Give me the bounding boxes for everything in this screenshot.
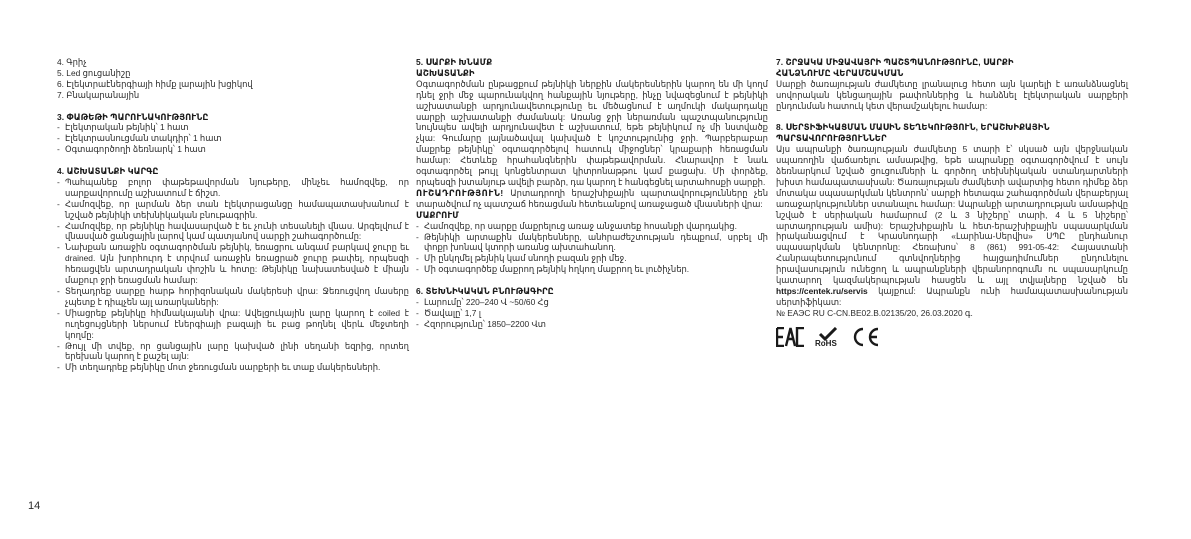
cleaning-title: ՄԱՔՐՈՒՄ — [416, 209, 459, 220]
usage-section-title: 4. ԱՇԽԱՏԱՆՔԻ ԿԱՐԳԸ — [57, 166, 159, 177]
spec-item: - Հզորությունը՝ 1850–2200 Վտ — [416, 318, 546, 329]
ce-mark-icon — [850, 327, 880, 347]
usage-item: - Մի տեղադրեք թեյնիկը մոտ ջեռուցման սարքերի եւ տաք մակերեսների. — [57, 362, 381, 373]
care-body: Օգտագործման ընթացքում թեյնիկի ներքին մակերեսներին կարող են մի կողմ դնել ջրի մեջ պարունակվող հանքային նյութերը, ինչը նվազեցնում է թեյնիկի աշխատանքի արդյունավետությունը եւ մեծացնում է աղմուկի մակարդակը սարքի աշխատանքի ժամանակ: Առանց ջրի ներառման պաշտպանությունը նույնպես ավելի արդյունավետ է աշխատում, եթե թեյնիկում ոչ մի նստվածք չկա: Գումարը լայնածավալ կախված է կոշտությունից ջրի. Պարբերաբար մաքրեք թեյնիկը՝ օգտագործելով հատուկ միջոցներ՝ կրաքարի հեռացման համար: Հետևեք հրահանգներին փաթեթավորման. Հնարավոր է նաև օգտագործել թույլ կոնցենտրատ կիտրոնաթթու կամ քացախ. Մի փորձեք, որպեսզի խտանյութ ավելի բարձր, դա կարող է հանգեցնել արտահոսքի սարքի. — [416, 78, 768, 187]
service-link[interactable]: https://centek.ru/servis — [776, 286, 868, 297]
parts-list-tail — [57, 57, 409, 101]
column-right — [776, 57, 1128, 347]
spec-item: - Ծավալը՝ 1,7 լ — [416, 307, 481, 318]
cleaning-item: - Մի օգտագործեք մաքրող թեյնիկ հղկող մաքրող եւ լուծիչներ. — [416, 264, 690, 275]
svg-text:RoHS: RoHS — [815, 338, 837, 347]
rohs-mark-icon — [814, 327, 842, 347]
cleaning-item: - Մի ընկղմել թեյնիկ կամ սնողի բազան ջրի մեջ. — [416, 253, 627, 264]
certificate-number: № ЕАЭС RU С-CN.ВЕ02.В.02135/20, 26.03.2020 գ. — [776, 307, 973, 318]
environment-body: Սարքի ծառայության ժամկետը լրանալուց հետո այն կարելի է առանձնացնել սովորական կենցաղային թափոններից և հանձնել էլեկտրական սարքերի ընդունման հատուկ կետ վերամշակելու համար: — [776, 78, 1128, 111]
package-list — [57, 122, 409, 155]
care-section-subtitle: ԱՇԽԱՏԱՆՔԻ — [416, 67, 475, 78]
certification-body: Այս ապրանքի ծառայության ժամկետը 5 տարի է՝ սկսած այն վերջնական սպառողին վաճառելու ամսաթվից, եթե ապրանքը օգտագործվում է սույն ձեռնարկում նշված ցուցումների և գործող տեխնիկական ստանդարտների խիստ համապատասխան: Ծառայության ժամկետի ավարտից հետո դիմեք ձեր մոտակա սպասարկման կենտրոն՝ սարքի հետագա շահագործման վերաբերյալ առաջարկություններ ստանալու համար: Ապրանքի արտադրության ամսաթիվը նշված է սերիական համարում (2 և 3 նիշերը՝ տարի, 4 և 5 նիշերը՝ արտադրության ամիս): Երաշխիքային և հետ-երաշխիքային սպասարկման իրականացվում է Կրասնոդարի «Լարինա-Սերվիս» ՍՊԸ ընդհանուր սպասարկման կենտրոնը: Հեռախոս՝ 8 (861) 991-05-42: Հայաստանի Հանրապետությունում գտնվողներից հայցադիմումներ ընդունելու իրավասություն ունեցող և ապրանքների վերանորոգումն ու սպասարկումը կատարող կազմակերպության հասցեն և այլ տվյալները նշված են https://centek.ru/servis կայքում: Ապրանքն ունի համապատասխանության սերտիֆիկատ: — [776, 144, 1128, 307]
environment-section-title-cont: ՀԱՆՁՆՈՒՄԸ ՎԵՐԱՄՇԱԿՄԱՆ — [776, 67, 904, 78]
cleaning-item: - Թեյնիկի արտաքին մակերեսները, անհրաժեշտության դեպքում, սրբել մի փոքր խոնավ կտորի առանց ախտահանող. — [416, 231, 768, 253]
parts-item: 6. Էլեկտրաէներգիայի հիմք լարային խցիկով — [57, 78, 253, 89]
package-item: - Էլեկտրական թեյնիկ՝ 1 հատ — [57, 122, 189, 133]
cleaning-item: - Համոզվեք, որ սարքը մաքրելուց առաջ անջատեք հոսանքի վարդակից. — [416, 220, 737, 231]
parts-item: 4. Գրիչ — [57, 57, 87, 67]
usage-item: - Նախքան առաջին օգտագործման թեյնիկ, եռացրու անգամ բարկավ ջուրը եւ drained. Այն խորհուրդ է տրվում առաջին եռացրած ջուրը թափել, որպեսզի հեռացվեն արտադրական փոշին և հոտը: Թեյնիկը նախատեսված է միայն մաքուր ջրի եռացման համար: — [57, 242, 409, 286]
certification-section-title: 8. ՍԵՐՏԻՖԻԿԱՑՄԱՆ ՄԱՍԻՆ ՏԵՂԵԿՈՒԹՅՈՒՆ, ԵՐԱՇԽԻՔԱՅԻՆ — [776, 122, 1050, 133]
warning-body: Արտադրողի երաշխիքային պարտավորությունները չեն տարածվում ոչ պատշաճ հեռացման հետեւանքով առաջացած վնասների վրա: — [416, 187, 769, 209]
package-section-title: 3. ՓԱԹԵԹԻ ՊԱՐՈՒՆԱԿՈՒԹՅՈՒՆԸ — [57, 111, 209, 122]
warning-title: ՈՒՇԱԴՐՈՒԹՅՈՒՆ! — [416, 187, 504, 198]
usage-item: - Համոզվեք, որ լարման ձեր տան էլեկտրացանցը համապատասխանում է նշված թեյնիկի տեխնիկական բնութագրին. — [57, 198, 409, 220]
care-section-title: 5. ՍԱՐՔԻ ԽՆԱՄՔ — [416, 57, 493, 67]
page-number: 14 — [28, 500, 41, 512]
usage-item: - Համոզվեք, որ թեյնիկը հավասարված է եւ չունի տեսանելի վնաս. Արգելվում է վնասված ցանցային լարով կամ պատյանով սարքի շահագործումը: — [57, 220, 409, 242]
parts-item: 7. Բնակարանային — [57, 89, 140, 100]
certification-marks — [776, 327, 1128, 347]
usage-list — [57, 177, 409, 373]
package-item: - Էլեկտրասնուցման տակդիր՝ 1 հատ — [57, 133, 222, 144]
eac-mark-icon — [776, 327, 806, 347]
usage-item: - Թույլ մի տվեք, որ ցանցային լարը կախված լինի սեղանի եզրից, որտեղ երեխան կարող է քաշել այն: — [57, 340, 409, 362]
spec-list — [416, 297, 768, 330]
environment-section-title: 7. ՇՐՋԱԿԱ ՄԻՋԱՎԱՅՐԻ ՊԱՇՏՊԱՆՈՒԹՅՈՒՆԸ, ՍԱՐՔԻ — [776, 57, 1014, 67]
column-left — [57, 57, 409, 373]
usage-item: - Միացրեք թեյնիկը հիմնակայանի վրա: Ավելցուկային լարը կարող է coiled է ուղեցույցների ներսում էներգիայի բազայի եւ բաց թողնել վերև մեջտեղի կողմը: — [57, 307, 409, 340]
column-middle — [416, 57, 768, 330]
warning-paragraph — [416, 188, 768, 210]
usage-item: - Տեղադրեք սարքը հարթ հորիզոնական մակերեսի վրա: Ջեռուցվող մասերը չպետք է դիպչեն այլ առարկաների: — [57, 286, 409, 307]
spec-item: - Լարումը՝ 220–240 Վ ~50/60 Հց — [416, 296, 549, 307]
spec-section-title: 6. ՏԵԽՆԻԿԱԿԱՆ ԲՆՈՒԹԱԳԻՐԸ — [416, 286, 554, 297]
certification-section-title-cont: ՊԱՐՏԱՎՈՐՈՒԹՅՈՒՆՆԵՐ — [776, 133, 887, 144]
parts-item: 5. Led ցուցանիշը — [57, 67, 131, 78]
cleaning-list — [416, 221, 768, 276]
usage-item: - Պահպանեք բոլոր փաթեթավորման նյութերը, մինչեւ համոզվեք, որ սարքավորումը աշխատում է ճիշտ. — [57, 176, 409, 198]
package-item: - Օգտագործողի ձեռնարկ՝ 1 հատ — [57, 144, 206, 155]
